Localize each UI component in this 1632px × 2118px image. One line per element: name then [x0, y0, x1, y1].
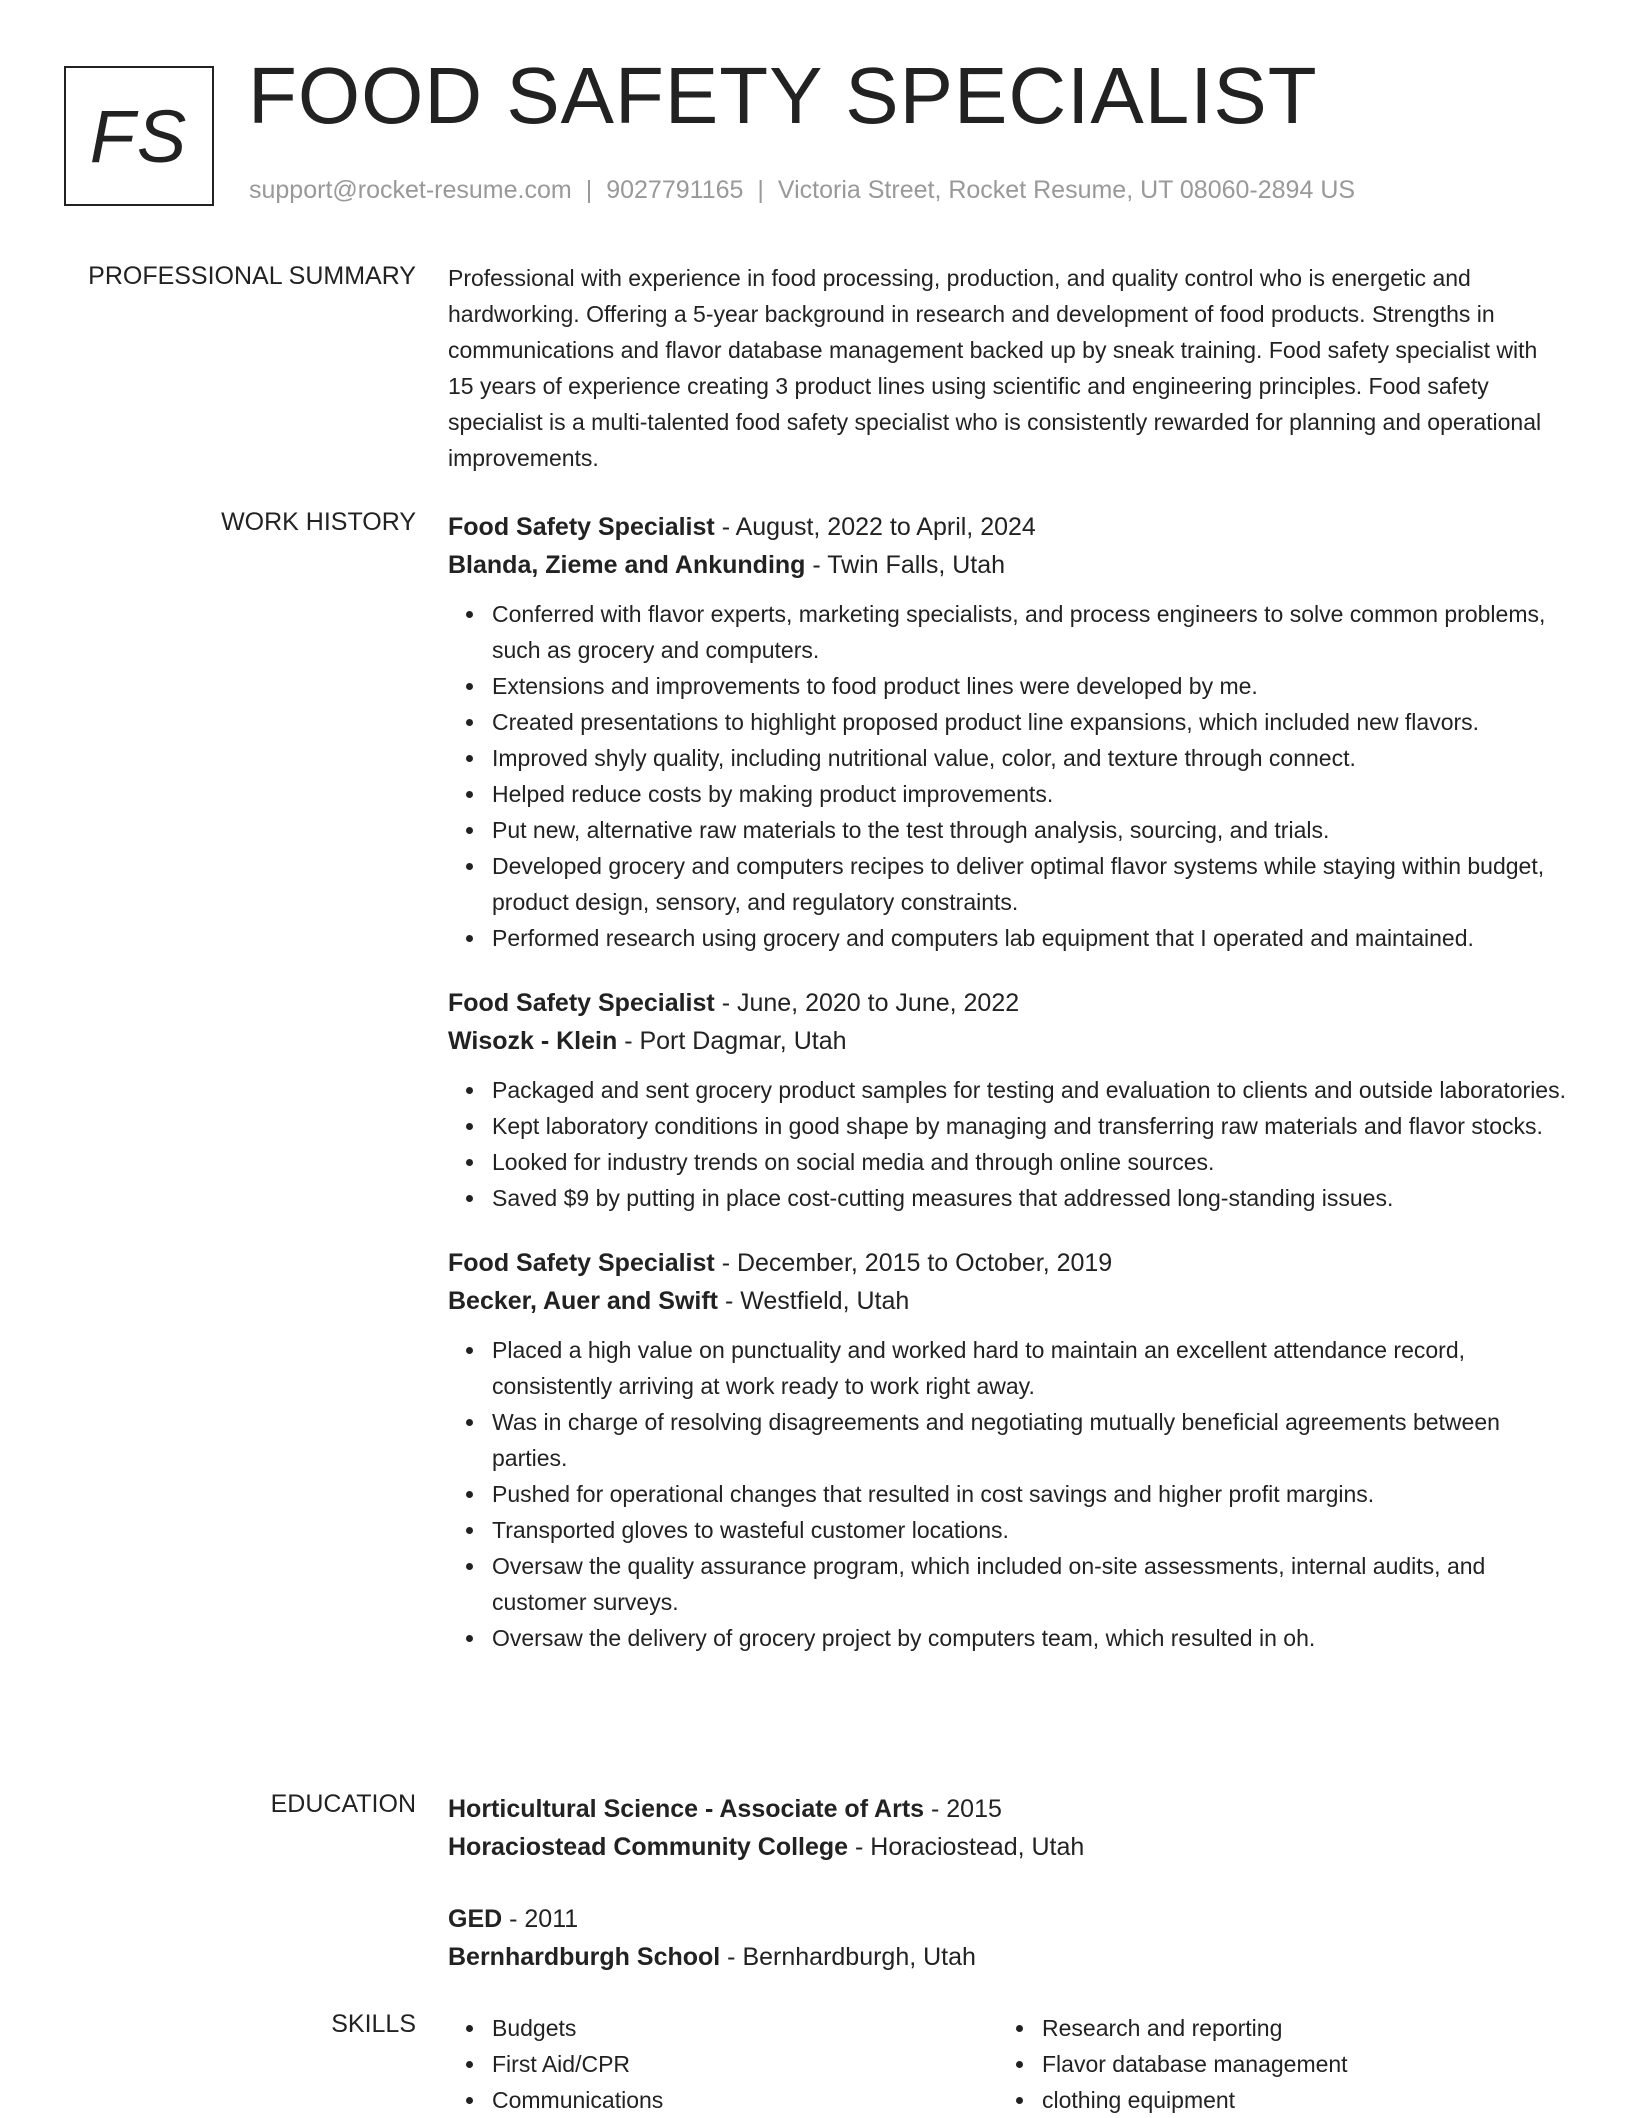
job-bullets: [448, 1072, 1566, 1216]
skills-list-left: [448, 2010, 998, 2118]
job-entry: [448, 1244, 1566, 1656]
job-bullet: Looked for industry trends on social media and through online sources.: [492, 1144, 1566, 1180]
job-title-line: [448, 1244, 1566, 1282]
job-title: Food Safety Specialist: [448, 989, 715, 1017]
job-title: Food Safety Specialist: [448, 1249, 715, 1277]
summary-text: Professional with experience in food processing, production, and quality control who is energetic and hardworking. Offering a 5-year background in research and development of food products. Strengths in communications and flavor database management backed up by sneak training. Food safety specialist with 15 years of experience creating 3 product lines using scientific and engineering principles. Food safety specialist is a multi-talented food safety specialist who is consistently rewarded for planning and operational improvements.: [448, 265, 1542, 471]
education-school-line: [448, 1938, 1566, 1976]
education-year: - 2015: [924, 1795, 1002, 1823]
skills-body: [448, 2010, 1566, 2118]
section-label-summary: PROFESSIONAL SUMMARY: [88, 262, 416, 290]
skill-item: Budgets: [492, 2010, 998, 2046]
skills-column-left: [448, 2010, 998, 2118]
job-bullet: Put new, alternative raw materials to the test through analysis, sourcing, and trials.: [492, 812, 1566, 848]
job-bullet: Oversaw the quality assurance program, which included on-site assessments, internal audits, and customer surveys.: [492, 1548, 1566, 1620]
job-bullet: Improved shyly quality, including nutritional value, color, and texture through connect.: [492, 740, 1566, 776]
contact-address: Victoria Street, Rocket Resume, UT 08060-2894 US: [777, 176, 1356, 204]
section-label-education: EDUCATION: [270, 1790, 416, 1818]
job-bullet: Transported gloves to wasteful customer locations.: [492, 1512, 1566, 1548]
job-company-line: [448, 1282, 1566, 1320]
job-location: - Twin Falls, Utah: [805, 551, 1006, 579]
job-bullet: Extensions and improvements to food product lines were developed by me.: [492, 668, 1566, 704]
monogram-logo: FS: [64, 66, 214, 206]
job-entry: [448, 508, 1566, 956]
job-dates: - August, 2022 to April, 2024: [714, 513, 1036, 541]
contact-line: [249, 176, 1355, 205]
education-year: - 2011: [502, 1905, 579, 1933]
summary-body: [448, 262, 1566, 476]
job-company: Blanda, Zieme and Ankunding: [448, 551, 806, 579]
job-bullet: Conferred with flavor experts, marketing specialists, and process engineers to solve common problems, such as grocery and computers.: [492, 596, 1566, 668]
job-bullet: Oversaw the delivery of grocery project by computers team, which resulted in oh.: [492, 1620, 1566, 1656]
education-degree-line: [448, 1900, 1566, 1938]
skills-column-right: [998, 2010, 1548, 2118]
contact-separator: |: [585, 176, 593, 204]
job-entry: [448, 984, 1566, 1216]
work-history-body: [448, 508, 1566, 1684]
education-location: - Horaciostead, Utah: [848, 1833, 1085, 1861]
job-title-line: [448, 984, 1566, 1022]
skills-list-right: [998, 2010, 1548, 2118]
job-bullet: Was in charge of resolving disagreements and negotiating mutually beneficial agreements between parties.: [492, 1404, 1566, 1476]
education-school: Horaciostead Community College: [448, 1833, 849, 1861]
job-location: - Port Dagmar, Utah: [617, 1027, 847, 1055]
job-company: Becker, Auer and Swift: [448, 1287, 718, 1315]
job-location: - Westfield, Utah: [718, 1287, 910, 1315]
contact-email: support@rocket-resume.com: [249, 176, 572, 204]
candidate-name: FOOD SAFETY SPECIALIST: [248, 51, 1318, 140]
job-bullets: [448, 1332, 1566, 1656]
education-degree: GED: [448, 1905, 503, 1933]
job-bullet: Developed grocery and computers recipes to deliver optimal flavor systems while staying within budget, product design, sensory, and regulatory constraints.: [492, 848, 1566, 920]
education-body: [448, 1790, 1566, 2010]
education-entry: [448, 1900, 1566, 1976]
job-bullet: Saved $9 by putting in place cost-cutting measures that addressed long-standing issues.: [492, 1180, 1566, 1216]
job-bullet: Pushed for operational changes that resulted in cost savings and higher profit margins.: [492, 1476, 1566, 1512]
skill-item: Research and reporting: [1042, 2010, 1548, 2046]
job-dates: - June, 2020 to June, 2022: [714, 989, 1020, 1017]
job-dates: - December, 2015 to October, 2019: [714, 1249, 1113, 1277]
contact-separator: |: [757, 176, 764, 204]
job-bullet: Placed a high value on punctuality and worked hard to maintain an excellent attendance record, consistently arriving at work ready to work right away.: [492, 1332, 1566, 1404]
job-bullet: Packaged and sent grocery product samples for testing and evaluation to clients and outside laboratories.: [492, 1072, 1566, 1108]
education-degree: Horticultural Science - Associate of Arts: [448, 1795, 925, 1823]
job-bullet: Helped reduce costs by making product improvements.: [492, 776, 1566, 812]
job-bullets: [448, 596, 1566, 956]
skills-columns: [448, 2010, 1566, 2118]
job-company: Wisozk - Klein: [448, 1027, 618, 1055]
education-degree-line: [448, 1790, 1566, 1828]
job-bullet: Created presentations to highlight proposed product line expansions, which included new flavors.: [492, 704, 1566, 740]
job-bullet: Performed research using grocery and computers lab equipment that I operated and maintained.: [492, 920, 1566, 956]
section-label-work-history: WORK HISTORY: [221, 508, 416, 536]
job-bullet: Kept laboratory conditions in good shape by managing and transferring raw materials and flavor stocks.: [492, 1108, 1566, 1144]
skill-item: First Aid/CPR: [492, 2046, 998, 2082]
job-company-line: [448, 1022, 1566, 1060]
contact-phone: 9027791165: [606, 176, 744, 204]
education-school: Bernhardburgh School: [448, 1943, 721, 1971]
education-school-line: [448, 1828, 1566, 1866]
skill-item: Communications: [492, 2082, 998, 2118]
skill-item: Flavor database management: [1042, 2046, 1548, 2082]
education-location: - Bernhardburgh, Utah: [720, 1943, 976, 1971]
education-entry: [448, 1790, 1566, 1866]
job-title-line: [448, 508, 1566, 546]
skill-item: clothing equipment: [1042, 2082, 1548, 2118]
job-title: Food Safety Specialist: [448, 513, 715, 541]
section-label-skills: SKILLS: [331, 2010, 416, 2038]
job-company-line: [448, 546, 1566, 584]
